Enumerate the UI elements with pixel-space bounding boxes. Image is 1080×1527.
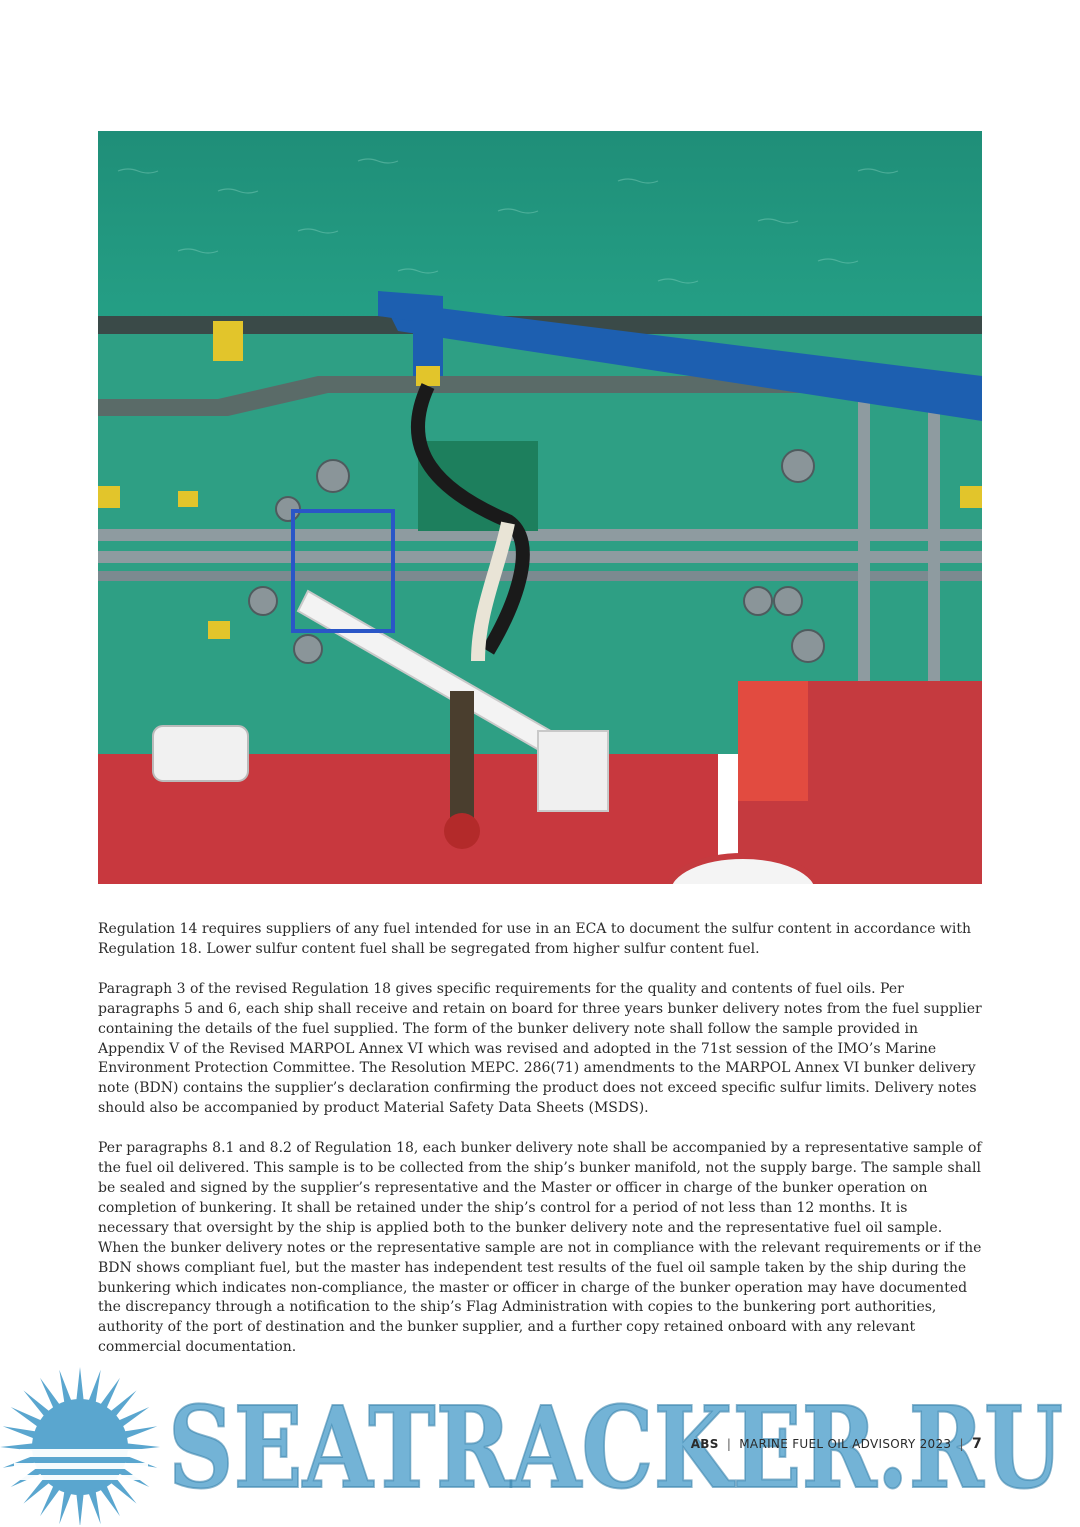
tarp — [418, 441, 538, 531]
paragraph: Paragraph 3 of the revised Regulation 18 gives specific requirements for the quality and contents of fuel oils. Per paragraphs 5 and 6, each ship shall receive and retain on board for three years bunker delivery notes from the fuel supplier containing the details of the fuel supplied. The form of the bunker delivery note shall follow the sample provided in Appendix V of the Revised MARPOL Annex VI which was revised and adopted in the 71st session of the IMO’s Marine Environment Protection Committee. The Resolution MEPC. 286(71) amendments to the MARPOL Annex VI bunker delivery note (BDN) contains the supplier’s declaration confirming the product does not exceed specific sulfur limits. Delivery notes should also be accompanied by product Material Safety Data Sheets (MSDS). — [98, 980, 982, 1117]
footer-page-separator: | — [959, 1437, 964, 1451]
page-footer — [691, 1436, 982, 1452]
sun-ray — [88, 1488, 101, 1524]
pipe — [928, 401, 940, 721]
sun-ray — [3, 1426, 39, 1439]
watermark-text: SEATRACKER.RU — [168, 1383, 1063, 1514]
sun-ray — [40, 1483, 62, 1516]
page-number: 7 — [971, 1436, 982, 1452]
sun-ray — [98, 1483, 120, 1516]
pipe — [858, 401, 870, 721]
tank — [153, 726, 248, 781]
sun-ray — [116, 1407, 149, 1429]
sun-ray — [40, 1378, 62, 1411]
article-body — [98, 920, 982, 1378]
sun-ray — [98, 1378, 120, 1411]
pipe — [98, 571, 982, 581]
sun-ray — [11, 1407, 44, 1429]
paragraph: Regulation 14 requires suppliers of any fuel intended for use in an ECA to document the sulfur content in accordance with Regulation 18. Lower sulfur content fuel shall be segregated from higher sulfur content fuel. — [98, 921, 972, 957]
paragraph: Per paragraphs 8.1 and 8.2 of Regulation 18, each bunker delivery note shall be accompanied by a representative sample of the fuel oil delivered. This sample is to be collected from the ship’s bunker manifold, not the supply barge. The sample shall be sealed and signed by the supplier’s representative and the Master or officer in charge of the bunker operation on completion of bunkering. It shall be retained under the ship’s control for a period of not less than 12 months. It is necessary that oversight by the ship is applied both to the bunker delivery note and the representative fuel oil sample. When the bunker delivery notes or the representative sample are not in compliance with the relevant requirements or if the BDN shows compliant fuel, but the master has independent test results of the fuel oil sample taken by the ship during the bunkering which indicates non-compliance, the master or officer in charge of the bunker operation may have documented the discrepancy through a notification to the ship’s Flag Administration with copies to the bunkering port authorities, authority of the port of destination and the bunker supplier, and a further copy retained onboard with any relevant commercial documentation. — [98, 1140, 982, 1356]
pipe — [98, 551, 982, 563]
footer-title: MARINE FUEL OIL ADVISORY 2023 — [739, 1437, 952, 1451]
sun-ray — [76, 1367, 84, 1403]
sun-ray — [59, 1488, 72, 1524]
sun-logo-icon — [0, 1367, 160, 1525]
sun-ray — [76, 1491, 84, 1525]
sea-area — [98, 131, 982, 331]
ship-deck-illustration — [98, 131, 982, 884]
sun-ray — [88, 1370, 101, 1406]
footer-separator: | — [726, 1437, 732, 1451]
sun-ray — [59, 1370, 72, 1406]
sun-ray — [121, 1426, 157, 1439]
pipe — [98, 529, 982, 541]
bunkering-photo — [98, 131, 982, 884]
footer-brand: ABS — [690, 1437, 719, 1451]
